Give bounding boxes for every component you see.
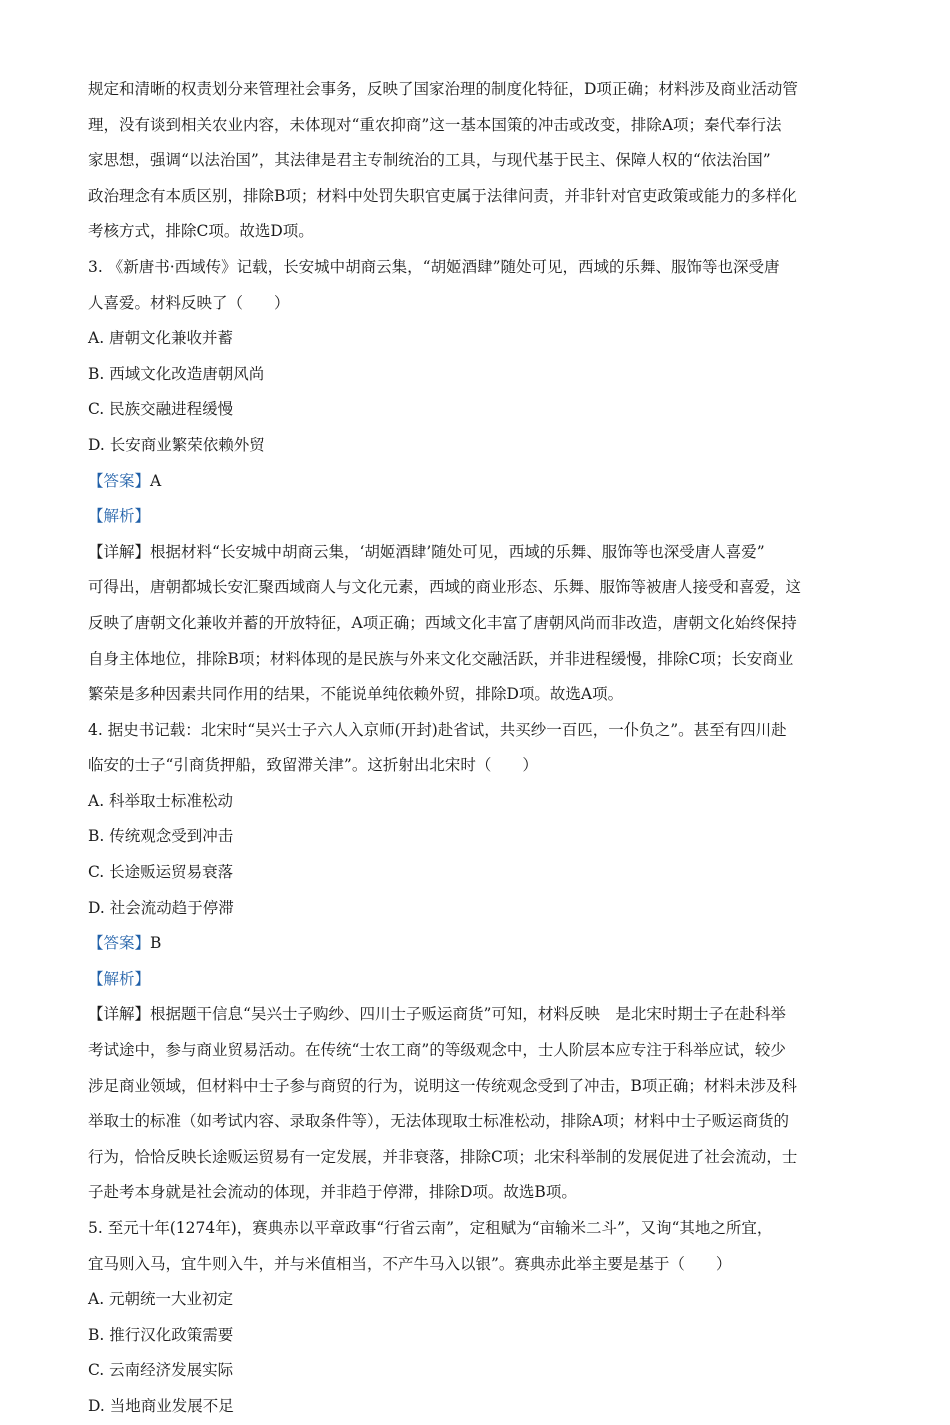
text-line: 考试途中，参与商业贸易活动。在传统“士农工商”的等级观念中，士人阶层本应专注于科举应试，较少 <box>88 1041 786 1060</box>
text-line: 可得出，唐朝都城长安汇聚西域商人与文化元素，西域的商业形态、乐舞、服饰等被唐人接受和喜爱，这 <box>88 578 802 597</box>
question-5 <box>88 1211 863 1425</box>
answer-line <box>88 926 863 962</box>
text-line: 政治理念有本质区别，排除B项；材料中处罚失职官吏属于法律问责，并非针对官吏政策或能力的多样化 <box>88 186 797 205</box>
text-line: 子赴考本身就是社会流动的体现，并非趋于停滞，排除D项。故选B项。 <box>88 1183 577 1202</box>
question-stem <box>88 713 863 784</box>
answer-value: B <box>150 934 162 953</box>
text-line: 涉足商业领域，但材料中士子参与商贸的行为，说明这一传统观念受到了冲击，B项正确；材料未涉及科 <box>88 1076 797 1095</box>
option-c: C. 民族交融进程缓慢 <box>88 400 234 419</box>
detail-text: 根据题干信息“吴兴士子购纱、四川士子贩运商货”可知，材料反映 是北宋时期士子在赴科举 <box>150 1005 786 1024</box>
question-3 <box>88 250 863 713</box>
answer-value: A <box>150 471 162 490</box>
analysis-line <box>88 499 863 535</box>
options <box>88 321 863 463</box>
options <box>88 1282 863 1424</box>
detail-text: 根据材料“长安城中胡商云集，‘胡姬酒肆’随处可见，西域的乐舞、服饰等也深受唐人喜爱” <box>150 542 765 561</box>
analysis-tag: 【解析】 <box>88 969 151 988</box>
option-a: A. 唐朝文化兼收并蓄 <box>88 329 234 348</box>
text-line <box>88 535 863 571</box>
text-line: 繁荣是多种因素共同作用的结果，不能说单纯依赖外贸，排除D项。故选A项。 <box>88 685 624 704</box>
option-c: C. 长途贩运贸易衰落 <box>88 863 234 882</box>
option-d: D. 社会流动趋于停滞 <box>88 898 234 917</box>
detail-paragraph <box>88 535 863 713</box>
answer-tag: 【答案】 <box>88 934 151 953</box>
text-line: 规定和清晰的权责划分来管理社会事务，反映了国家治理的制度化特征，D项正确；材料涉及商业活动管 <box>88 80 798 98</box>
option-b: B. 推行汉化政策需要 <box>88 1325 234 1344</box>
question-stem <box>88 250 863 321</box>
analysis-line <box>88 962 863 998</box>
option-d: D. 当地商业发展不足 <box>88 1396 234 1415</box>
option-a: A. 科举取士标准松动 <box>88 791 234 810</box>
text-line: 家思想，强调“以法治国”，其法律是君主专制统治的工具，与现代基于民主、保障人权的“依法治国” <box>88 151 771 170</box>
text-line: 临安的士子“引商货押船，致留滞关津”。这折射出北宋时（ ） <box>88 756 538 775</box>
text-line: 理，没有谈到相关农业内容，未体现对“重农抑商”这一基本国策的冲击或改变，排除A项；秦代奉行法 <box>88 115 782 134</box>
detail-paragraph <box>88 997 863 1211</box>
text-line <box>88 997 863 1033</box>
prev-explanation <box>88 72 863 250</box>
document-content <box>88 72 863 1425</box>
answer-tag: 【答案】 <box>88 471 151 490</box>
analysis-tag: 【解析】 <box>88 507 151 526</box>
text-line: 反映了唐朝文化兼收并蓄的开放特征，A项正确；西域文化丰富了唐朝风尚而非改造，唐朝文化始终保持 <box>88 613 797 632</box>
option-a: A. 元朝统一大业初定 <box>88 1290 234 1309</box>
text-line: 举取士的标准（如考试内容、录取条件等），无法体现取士标准松动，排除A项；材料中士子贩运商货的 <box>88 1112 789 1131</box>
text-line: 宜马则入马，宜牛则入牛，并与米值相当，不产牛马入以银”。赛典赤此举主要是基于（ ） <box>88 1254 732 1273</box>
option-b: B. 传统观念受到冲击 <box>88 827 234 846</box>
text-line: 自身主体地位，排除B项；材料体现的是民族与外来文化交融活跃，并非进程缓慢，排除C项；长安商业 <box>88 649 794 668</box>
answer-line <box>88 464 863 500</box>
question-4 <box>88 713 863 1211</box>
text-line: 行为，恰恰反映长途贩运贸易有一定发展，并非衰落，排除C项；北宋科举制的发展促进了社会流动，士 <box>88 1147 798 1166</box>
text-line: 5. 至元十年(1274年)，赛典赤以平章政事“行省云南”，定租赋为“亩输米二斗”，又询“其地之所宜， <box>88 1219 773 1237</box>
detail-tag: 【详解】 <box>88 542 151 561</box>
detail-tag: 【详解】 <box>88 1005 151 1024</box>
options <box>88 784 863 926</box>
question-stem <box>88 1211 863 1282</box>
text-line: 3. 《新唐书·西域传》记载，长安城中胡商云集，“胡姬酒肆”随处可见，西域的乐舞、服饰等也深受唐 <box>88 257 780 276</box>
option-b: B. 西域文化改造唐朝风尚 <box>88 364 265 383</box>
option-c: C. 云南经济发展实际 <box>88 1361 234 1380</box>
text-line: 考核方式，排除C项。故选D项。 <box>88 222 314 241</box>
option-d: D. 长安商业繁荣依赖外贸 <box>88 435 265 454</box>
text-line: 人喜爱。材料反映了（ ） <box>88 293 290 312</box>
text-line: 4. 据史书记载：北宋时“吴兴士子六人入京师(开封)赴省试，共买纱一百匹，一仆负之”。甚至有四川赴 <box>88 720 787 739</box>
